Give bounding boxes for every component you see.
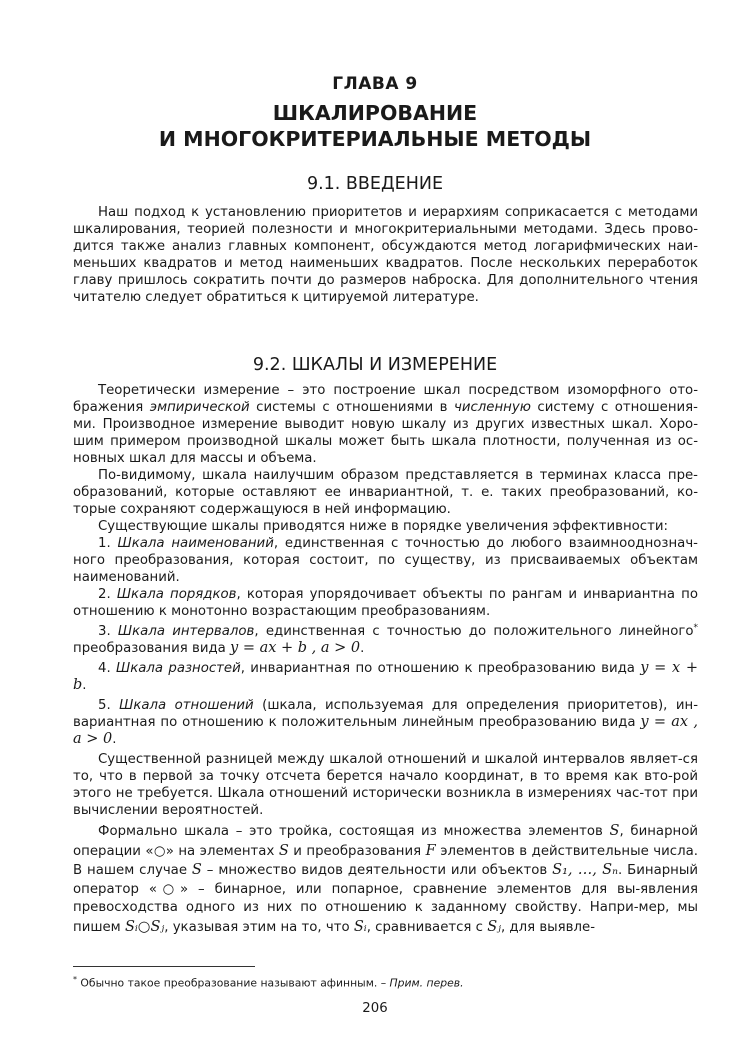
- list-item: 2. Шкала порядков, которая упорядочивает объекты по рангам и инвариантна по отношению к монотонно возрастающим преобразованиям.: [73, 587, 698, 619]
- paragraph: По-видимому, шкала наилучшим образом представляется в терминах класса пре-образований, которые оставляют ее инвариантной, т. е. таких преобразований, ко-торые сохраняют содержащуюся в ней информацию.: [73, 468, 698, 517]
- footnote: * Обычно такое преобразование называют афинным. – Прим. перев.: [73, 975, 464, 990]
- chapter-title-line-1: ШКАЛИРОВАНИЕ: [272, 101, 478, 125]
- chapter-label: ГЛАВА 9: [332, 74, 418, 94]
- chapter-title: [0, 100, 750, 152]
- paragraph: Наш подход к установлению приоритетов и иерархиям соприкасается с методами шкалирования, теорией полезности и многокритериальными методами. Здесь прово-дится также анализ главных компонент, обсуждаются метод логарифмических наи-меньших квадратов и метод наименьших квадратов. После нескольких переработок главу пришлось сократить почти до размеров наброска. Для дополнительного чтения читателю следует обратиться к цитируемой литературе.: [73, 205, 698, 305]
- section-1-body: [73, 204, 698, 306]
- section-2-body: [73, 382, 698, 937]
- formula: y = ax , a > 0: [73, 714, 698, 747]
- paragraph: Существенной разницей между шкалой отношений и шкалой интервалов являет-ся то, что в первой за точку отсчета берется начало координат, в то время как вто-рой этого не требуется. Шкала отношений исторически возникла в измерениях час-тот при вычислении вероятностей.: [73, 752, 698, 818]
- page-number: 206: [362, 1001, 388, 1016]
- formula: y = x + b: [73, 660, 699, 693]
- formula: y = ax + b , a > 0: [230, 640, 361, 656]
- section-heading-1: 9.1. ВВЕДЕНИЕ: [306, 174, 444, 194]
- chapter-title-line-2: И МНОГОКРИТЕРИАЛЬНЫЕ МЕТОДЫ: [158, 127, 592, 151]
- list-item: 4. Шкала разностей, инвариантная по отношению к преобразованию вида y = x + b.: [73, 660, 699, 693]
- section-heading-2: 9.2. ШКАЛЫ И ИЗМЕРЕНИЕ: [252, 355, 498, 375]
- list-item: 1. Шкала наименований, единственная с точностью до любого взаимнооднознач-ного преобразования, которая состоит, по существу, из присваиваемых объектам наименований.: [73, 536, 698, 585]
- list-item: 3. Шкала интервалов, единственная с точностью до положительного линейного* преобразования вида y = ax + b , a > 0.: [73, 623, 698, 656]
- paragraph: Формально шкала – это тройка, состоящая из множества элементов S, бинарной операции «○» на элементах S и преобразования F элементов в действительные числа. В нашем случае S – множество видов деятельности или объектов S₁, …, Sₙ. Бинарный оператор «○» – бинарное, или попарное, сравнение элементов для вы-явления превосходства одного из них по отношению к заданному свойству. Напри-мер, мы пишем Sᵢ○Sⱼ, указывая этим на то, что Sᵢ, сравнивается с Sⱼ, для выявле-: [73, 823, 699, 935]
- paragraph: Существующие шкалы приводятся ниже в порядке увеличения эффективности:: [98, 519, 668, 534]
- footnote-divider: [73, 966, 255, 967]
- list-item: 5. Шкала отношений (шкала, используемая для определения приоритетов), ин-вариантная по отношению к положительным линейным преобразованию вида y = ax , a > 0.: [73, 698, 698, 747]
- paragraph: Теоретически измерение – это построение шкал посредством изоморфного ото-бражения эмпирической системы с отношениями в численную систему с отношения-ми. Производное измерение выводит новую шкалу из других известных шкал. Хоро-шим примером производной шкалы может быть шкала плотности, полученная из ос-новных шкал для массы и объема.: [73, 383, 698, 466]
